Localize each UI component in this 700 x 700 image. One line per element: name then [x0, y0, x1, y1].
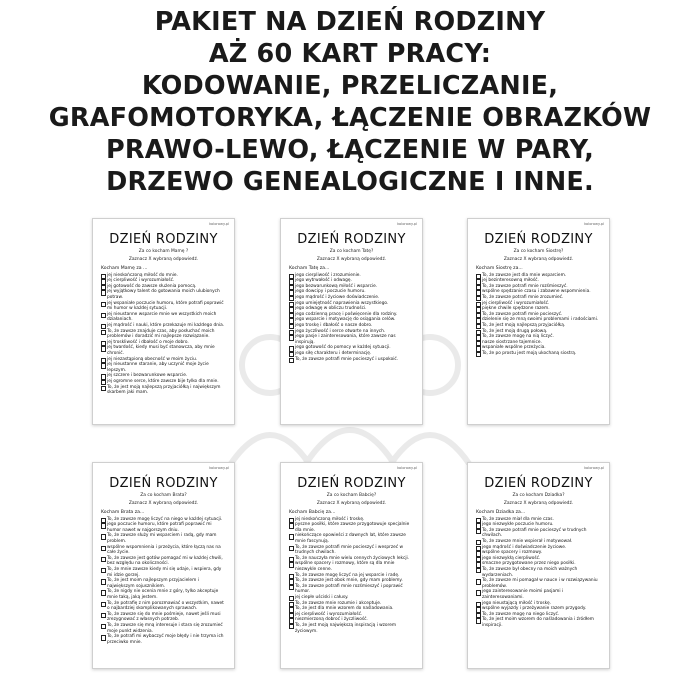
- sheet-brand: kolorowy.pl: [584, 466, 604, 470]
- sheet-instruction: Zaznacz X wybraną odpowiedź.: [316, 500, 387, 506]
- sheet-title: DZIEŃ RODZINY: [484, 476, 593, 491]
- sheet-title: DZIEŃ RODZINY: [109, 232, 218, 247]
- checkbox-item[interactable]: To, że jest dla mnie wzorem do naśladowania.: [289, 606, 414, 612]
- sheet-intro: Kocham Brata za...: [101, 510, 145, 516]
- sheet-items: [289, 517, 414, 634]
- sheet-brand: kolorowy.pl: [209, 466, 229, 470]
- checkbox-item[interactable]: jego nieustającą miłość i troskę.: [476, 601, 601, 607]
- sheet-question: Za co kocham Mamę ?: [138, 249, 189, 254]
- checkbox-item[interactable]: To, że nigdy nie ocenia mnie z góry, tylko akceptuje mnie taką, jaką jestem.: [101, 589, 226, 600]
- checkbox-item[interactable]: jego poczucie humoru, które potrafi poprawić mi humor nawet w najgorszym dniu.: [101, 522, 226, 533]
- sheet-brand: kolorowy.pl: [397, 466, 417, 470]
- checkbox-item[interactable]: jej szczere i bezwarunkowe wsparcie.: [101, 373, 226, 379]
- checkbox-item[interactable]: wspólne wyjazdy i przeżywanie razem przygody.: [476, 606, 601, 612]
- sheet-question: Za co kocham Siostrę?: [513, 249, 564, 254]
- checkbox-item[interactable]: To, że jest moją drugą połową.: [476, 329, 601, 335]
- checkbox-item[interactable]: jego troskę i dbałość o nasze dobro.: [289, 323, 414, 329]
- checkbox-item[interactable]: wspólne spędzanie czasu i zabawne wspomnienia.: [476, 289, 601, 295]
- checkbox-item[interactable]: To, że jest moją najlepszą przyjaciółką i największym skarbem jaki mam.: [101, 385, 226, 396]
- checkbox-item[interactable]: jej nieustanne staranie, aby uczynić moje życie lepszym.: [101, 362, 226, 373]
- headline-line: AŻ 60 KART PRACY:: [208, 39, 492, 69]
- checkbox-item[interactable]: To, że zawsze służy mi wsparciem i radą, gdy mam problem.: [101, 533, 226, 544]
- checkbox-item[interactable]: To, że zawsze jest obok mnie, gdy mam problemy.: [289, 578, 414, 584]
- checkbox-item[interactable]: To, że zawsze mnie rozumie i akceptuje.: [289, 601, 414, 607]
- checkbox-item[interactable]: To, że zawsze się do mnie pośmieje, nawet jeśli musi zrezygnować z własnych potrzeb.: [101, 612, 226, 623]
- sheet-intro: Kocham Dziadka za...: [476, 510, 526, 516]
- sheet-intro: Kocham Mamę za ...: [101, 266, 148, 272]
- checkbox-item[interactable]: To, że zawsze jest dla mnie wsparciem.: [476, 273, 601, 279]
- checkbox-item[interactable]: To, że jest moim wzorem do naśladowania i źródłem inspiracji.: [476, 617, 601, 628]
- sheet-instruction: Zaznacz X wybraną odpowiedź.: [503, 256, 574, 262]
- checkbox-item[interactable]: jego zainteresowanie moimi pasjami i zainteresowaniami.: [476, 589, 601, 600]
- checkbox-item[interactable]: To, że zawsze mogę liczyć na niego w każdej sytuacji.: [101, 517, 226, 523]
- checkbox-item[interactable]: jej ciepłe uściski i całusy.: [289, 595, 414, 601]
- checkbox-item[interactable]: jej bezinteresowną miłość.: [476, 278, 601, 284]
- checkbox-item[interactable]: jego odwagę w obliczu trudności.: [289, 306, 414, 312]
- checkbox-item[interactable]: jego mądrość i doświadczenie życiowe.: [476, 545, 601, 551]
- checkbox-item[interactable]: wspólne spacery i rozmowy, które są dla mnie niezwykle cenne.: [289, 561, 414, 572]
- headline-line: GRAFOMOTORYKA, ŁĄCZENIE OBRAZKÓW: [48, 103, 652, 133]
- checkbox-item[interactable]: To, że zawsze potrafi mnie rozśmieszyć i poprawić humor.: [289, 584, 414, 595]
- checkbox-item[interactable]: niekończące opowieści z dawnych lat, które zawsze mnie fascynują.: [289, 533, 414, 544]
- checkbox-item[interactable]: To, że zawsze mogę na nią liczyć.: [476, 334, 601, 340]
- sheet-items: [101, 517, 226, 646]
- checkbox-item[interactable]: smaczne przygotowane przez niego posiłki.: [476, 561, 601, 567]
- checkbox-item[interactable]: wspaniałe wspólne przeżycia.: [476, 345, 601, 351]
- checkbox-item[interactable]: jego gotowość do pomocy w każdej sytuacji.: [289, 345, 414, 351]
- checkbox-item[interactable]: dzielenie się ze mną swoimi problemami i radościami.: [476, 317, 601, 323]
- sheet-instruction: Zaznacz X wybraną odpowiedź.: [316, 256, 387, 262]
- checkbox-item[interactable]: wspólne wspomnienia i przeżycia, które łączą nas na całe życie.: [101, 545, 226, 556]
- checkbox-item[interactable]: jej wspaniałe poczucie humoru, które potrafi poprawić mi humor w każdej sytuacji.: [101, 301, 226, 312]
- checkbox-item[interactable]: piękne chwile spędzone razem.: [476, 306, 601, 312]
- worksheet-babcia: [280, 462, 423, 669]
- sheet-items: [476, 517, 601, 629]
- checkbox-item[interactable]: jej twardość, kiedy musi być stanowcza, aby mnie chronić.: [101, 345, 226, 356]
- checkbox-item[interactable]: To, że zawsze mnie wspierał i motywował.: [476, 539, 601, 545]
- sheet-brand: kolorowy.pl: [397, 222, 417, 226]
- checkbox-item[interactable]: jego mądrość i życiowe doświadczenie.: [289, 295, 414, 301]
- checkbox-item[interactable]: To, że zawsze znajduje czas, aby posłuchać moich problemów i doradzić mi najlepsze rozwiązanie.: [101, 329, 226, 340]
- worksheet-siostra: [467, 218, 610, 425]
- sheet-title: DZIEŃ RODZINY: [484, 232, 593, 247]
- checkbox-item[interactable]: jej niezastąpioną obecność w moim życiu.: [101, 357, 226, 363]
- checkbox-item[interactable]: jego cierpliwość i zrozumienie.: [289, 273, 414, 279]
- sheet-items: [101, 273, 226, 396]
- checkbox-item[interactable]: To, że zawsze miał dla mnie czas.: [476, 517, 601, 523]
- checkbox-item[interactable]: jego życzliwość i serce otwarte na innych.: [289, 329, 414, 335]
- sheet-items: [289, 273, 414, 363]
- headline-line: PAKIET NA DZIEŃ RODZINY: [154, 7, 546, 37]
- sheet-question: Za co kocham Brata?: [140, 493, 187, 498]
- checkbox-item[interactable]: nasze siostrzane tajemnice.: [476, 340, 601, 346]
- worksheet-mama: [92, 218, 235, 425]
- sheet-brand: kolorowy.pl: [209, 222, 229, 226]
- checkbox-item[interactable]: To, że jest moją najlepszą przyjaciółką.: [476, 323, 601, 329]
- worksheet-dziadek: [467, 462, 610, 669]
- checkbox-item[interactable]: To, że jest moim najlepszym przyjacielem i największym sojusznikiem.: [101, 578, 226, 589]
- sheet-question: Za co kocham Dziadka?: [512, 493, 565, 498]
- checkbox-item[interactable]: To, że zawsze potrafi mnie rozśmieszyć.: [476, 284, 601, 290]
- sheet-instruction: Zaznacz X wybraną odpowiedź.: [503, 500, 574, 506]
- sheet-question: Za co kocham Tatę?: [329, 249, 374, 254]
- checkbox-item[interactable]: To, że mnie zawsze kiedy mi się udaje, i wspiera, gdy mi idzie gorzej.: [101, 567, 226, 578]
- checkbox-item[interactable]: wspólne spacery i rozmowy.: [476, 550, 601, 556]
- checkbox-item[interactable]: To, że nauczyła mnie wielu cennych życiowych lekcji.: [289, 556, 414, 562]
- headline-line: KODOWANIE, PRZELICZANIE,: [141, 71, 559, 101]
- sheet-title: DZIEŃ RODZINY: [297, 476, 406, 491]
- checkbox-item[interactable]: jej nieskończoną miłość do mnie.: [101, 273, 226, 279]
- checkbox-item[interactable]: jego wsparcie i motywację do osiągania celów.: [289, 317, 414, 323]
- checkbox-item[interactable]: To, że zawsze potrafi mnie pocieszyć w trudnych chwilach.: [476, 528, 601, 539]
- sheet-title: DZIEŃ RODZINY: [297, 232, 406, 247]
- checkbox-item[interactable]: To, że zawsze potrafi mnie pocieszyć i wesprzeć w trudnych chwilach.: [289, 545, 414, 556]
- checkbox-item[interactable]: jego siłę charakteru i determinację.: [289, 351, 414, 357]
- sheet-intro: Kocham Babcię za...: [289, 510, 336, 516]
- sheet-title: DZIEŃ RODZINY: [109, 476, 218, 491]
- checkbox-item[interactable]: pyszne posiłki, które zawsze przygotowuje specjalnie dla mnie.: [289, 522, 414, 533]
- headline-line: DRZEWO GENEALOGICZNE I INNE.: [106, 167, 594, 197]
- sheet-question: Za co kocham Babcię?: [326, 493, 377, 498]
- checkbox-item[interactable]: jej gotowość do zawsze służenia pomocą.: [101, 284, 226, 290]
- checkbox-item[interactable]: To, że zawsze mogę na niego liczyć.: [476, 612, 601, 618]
- sheet-brand: kolorowy.pl: [584, 222, 604, 226]
- headline-line: PRAWO-LEWO, ŁĄCZENIE W PARY,: [106, 135, 594, 165]
- checkbox-item[interactable]: jej nieskończoną miłość i troskę.: [289, 517, 414, 523]
- sheet-items: [476, 273, 601, 357]
- checkbox-item[interactable]: To, że zawsze jest gotów pomagać mi w każdej chwili, bez względu na okoliczności.: [101, 556, 226, 567]
- checkbox-item[interactable]: jego pasje i zainteresowania, które zawsze nas inspirują.: [289, 334, 414, 345]
- sheet-intro: Kocham Siostrę za...: [476, 266, 523, 272]
- checkbox-item[interactable]: To, że zawsze potrafi mnie pocieszyć i uspokoić.: [289, 357, 414, 363]
- checkbox-item[interactable]: To, że zawsze mogę liczyć na jej wsparcie i radę.: [289, 573, 414, 579]
- headline: [0, 6, 700, 198]
- checkbox-item[interactable]: jej troskliwość i dbałość o moje dobro.: [101, 340, 226, 346]
- checkbox-item[interactable]: jej cierpliwość i wyrozumiałość.: [101, 278, 226, 284]
- worksheet-tata: [280, 218, 423, 425]
- checkbox-item[interactable]: jego wytrwałość i odwagę.: [289, 278, 414, 284]
- worksheet-brat: [92, 462, 235, 669]
- checkbox-item[interactable]: To, że zawsze był obecny na moich ważnych wydarzeniach.: [476, 567, 601, 578]
- checkbox-item[interactable]: To, że zawsze potrafi mnie zrozumieć.: [476, 295, 601, 301]
- checkbox-item[interactable]: jej cierpliwość i wyrozumiałość.: [476, 301, 601, 307]
- checkbox-item[interactable]: jego dowcipy i poczucie humoru.: [289, 289, 414, 295]
- checkbox-item[interactable]: To, że potrafię z nim porozmawiać o wszystkim, nawet o najbardziej skomplikowanych sprawach.: [101, 601, 226, 612]
- checkbox-item[interactable]: To, że zawsze potrafi mnie pocieszyć.: [476, 312, 601, 318]
- checkbox-item[interactable]: jego bezwarunkową miłość i wsparcie.: [289, 284, 414, 290]
- checkbox-item[interactable]: jej cierpliwość i wyrozumiałość.: [289, 612, 414, 618]
- checkbox-item[interactable]: jego niezwykłe poczucie humoru.: [476, 522, 601, 528]
- sheet-intro: Kocham Tatę za...: [289, 266, 330, 272]
- checkbox-item[interactable]: niezmierzoną dobroć i życzliwość.: [289, 617, 414, 623]
- checkbox-item[interactable]: jego codzienną pracę i poświęcenie dla rodziny.: [289, 312, 414, 318]
- checkbox-item[interactable]: jej nieustanne wsparcie mnie we wszystkich moich działaniach.: [101, 312, 226, 323]
- checkbox-item[interactable]: jej ogromne serce, które zawsze bije tylko dla mnie.: [101, 379, 226, 385]
- checkbox-item[interactable]: jego niezwykłą cierpliwość.: [476, 556, 601, 562]
- checkbox-item[interactable]: To, że jest moją największą inspiracją i wzorem życiowym.: [289, 623, 414, 634]
- checkbox-item[interactable]: To, że zawsze mi pomagał w nauce i w rozwiązywaniu problemów.: [476, 578, 601, 589]
- checkbox-item[interactable]: To, że potrafi mi wybaczyć moje błędy i nie trzyma ich przeciwko mnie.: [101, 634, 226, 645]
- sheet-instruction: Zaznacz X wybraną odpowiedź.: [128, 500, 199, 506]
- checkbox-item[interactable]: jej mądrość i nauki, które przekazuje mi każdego dnia.: [101, 323, 226, 329]
- checkbox-item[interactable]: jego umiejętność naprawienia wszystkiego.: [289, 301, 414, 307]
- sheet-instruction: Zaznacz X wybraną odpowiedź.: [128, 256, 199, 262]
- checkbox-item[interactable]: To, że zawsze się mną interesuje i stara się zrozumieć moje punkt widzenia.: [101, 623, 226, 634]
- checkbox-item[interactable]: To, że po prostu jest moją ukochaną siostrą.: [476, 351, 601, 357]
- checkbox-item[interactable]: jej wyjątkowy talent do gotowania moich ulubionych potraw.: [101, 289, 226, 300]
